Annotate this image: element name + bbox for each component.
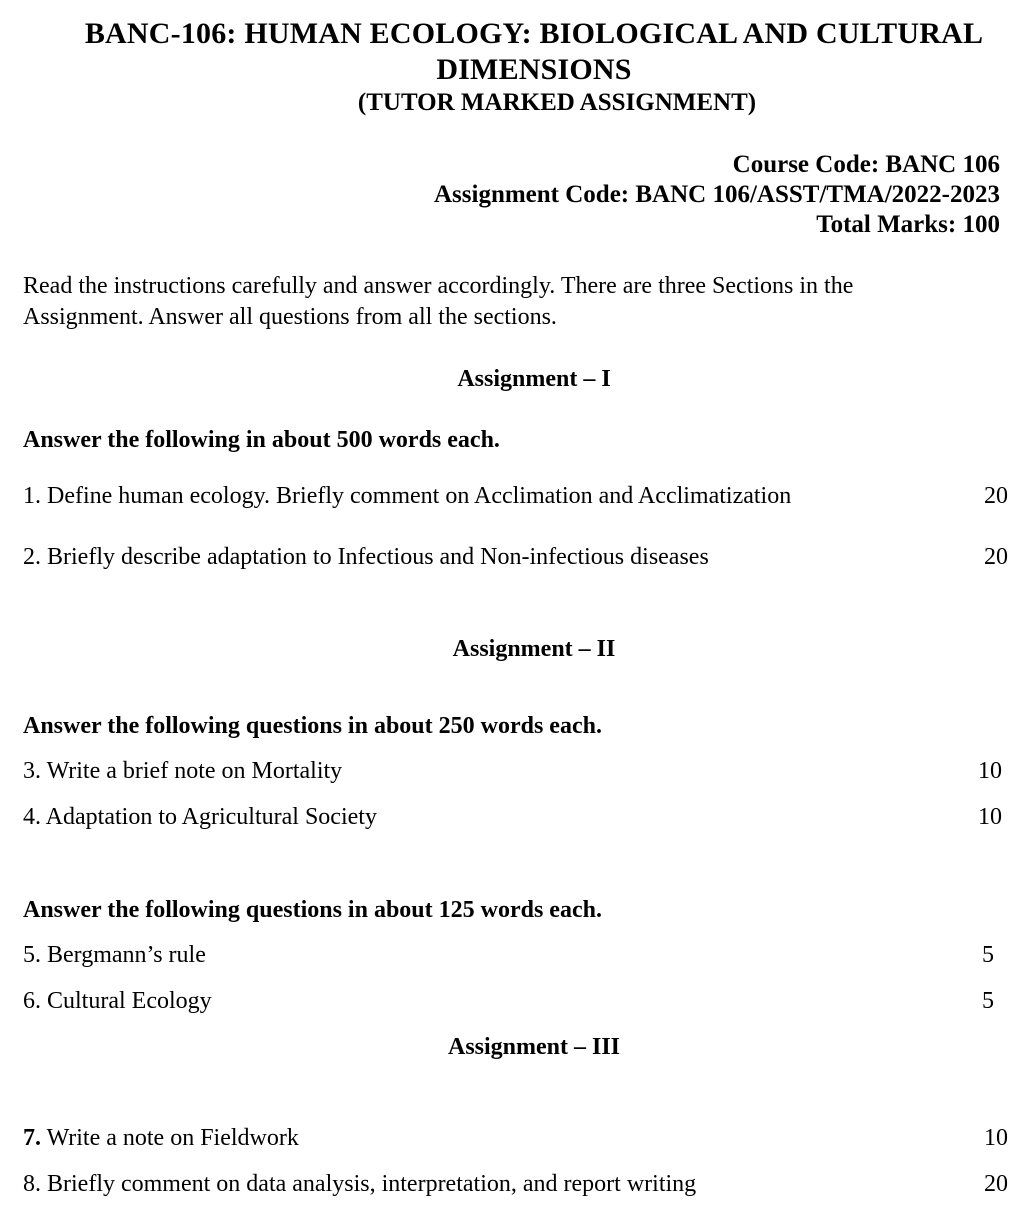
assignment-1-title: Assignment – I xyxy=(457,366,611,392)
assignment-code: Assignment Code: BANC 106/ASST/TMA/2022-2023 xyxy=(433,181,1000,208)
assignment-3-title: Assignment – III xyxy=(447,1034,621,1060)
question-4: 4. Adaptation to Agricultural Society xyxy=(23,804,377,830)
question-1: 1. Define human ecology. Briefly comment on Acclimation and Acclimatization xyxy=(23,483,792,509)
question-6: 6. Cultural Ecology xyxy=(23,988,212,1014)
question-7 xyxy=(23,1123,299,1153)
assignment-2-title: Assignment – II xyxy=(452,636,616,662)
assignment-2-instruction-b: Answer the following questions in about 125 words each. xyxy=(23,897,602,923)
question-2: 2. Briefly describe adaptation to Infectious and Non-infectious diseases xyxy=(23,544,709,570)
question-7-marks: 10 xyxy=(984,1125,1008,1151)
instructions-line-1: Read the instructions carefully and answer accordingly. There are three Sections in the xyxy=(23,273,854,299)
question-6-marks: 5 xyxy=(982,988,994,1014)
document-subtitle: (TUTOR MARKED ASSIGNMENT) xyxy=(357,89,757,116)
instructions-line-2: Assignment. Answer all questions from all the sections. xyxy=(23,304,557,330)
assignment-1-instruction: Answer the following in about 500 words each. xyxy=(23,427,500,453)
question-5: 5. Bergmann’s rule xyxy=(23,942,206,968)
question-3-marks: 10 xyxy=(978,758,1002,784)
question-4-marks: 10 xyxy=(978,804,1002,830)
question-8-marks: 20 xyxy=(984,1171,1008,1197)
question-3: 3. Write a brief note on Mortality xyxy=(23,758,343,784)
question-7-number: 7. xyxy=(23,1125,41,1151)
question-2-marks: 20 xyxy=(984,544,1008,570)
question-7-text: Write a note on Fieldwork xyxy=(41,1125,299,1151)
question-1-marks: 20 xyxy=(984,483,1008,509)
course-code: Course Code: BANC 106 xyxy=(732,151,1000,178)
document-title-line-1: BANC-106: HUMAN ECOLOGY: BIOLOGICAL AND CULTURAL xyxy=(84,17,984,50)
question-8: 8. Briefly comment on data analysis, interpretation, and report writing xyxy=(23,1171,697,1197)
question-5-marks: 5 xyxy=(982,942,994,968)
assignment-2-instruction-a: Answer the following questions in about 250 words each. xyxy=(23,713,602,739)
total-marks: Total Marks: 100 xyxy=(816,211,1000,238)
document-title-line-2: DIMENSIONS xyxy=(436,53,632,86)
